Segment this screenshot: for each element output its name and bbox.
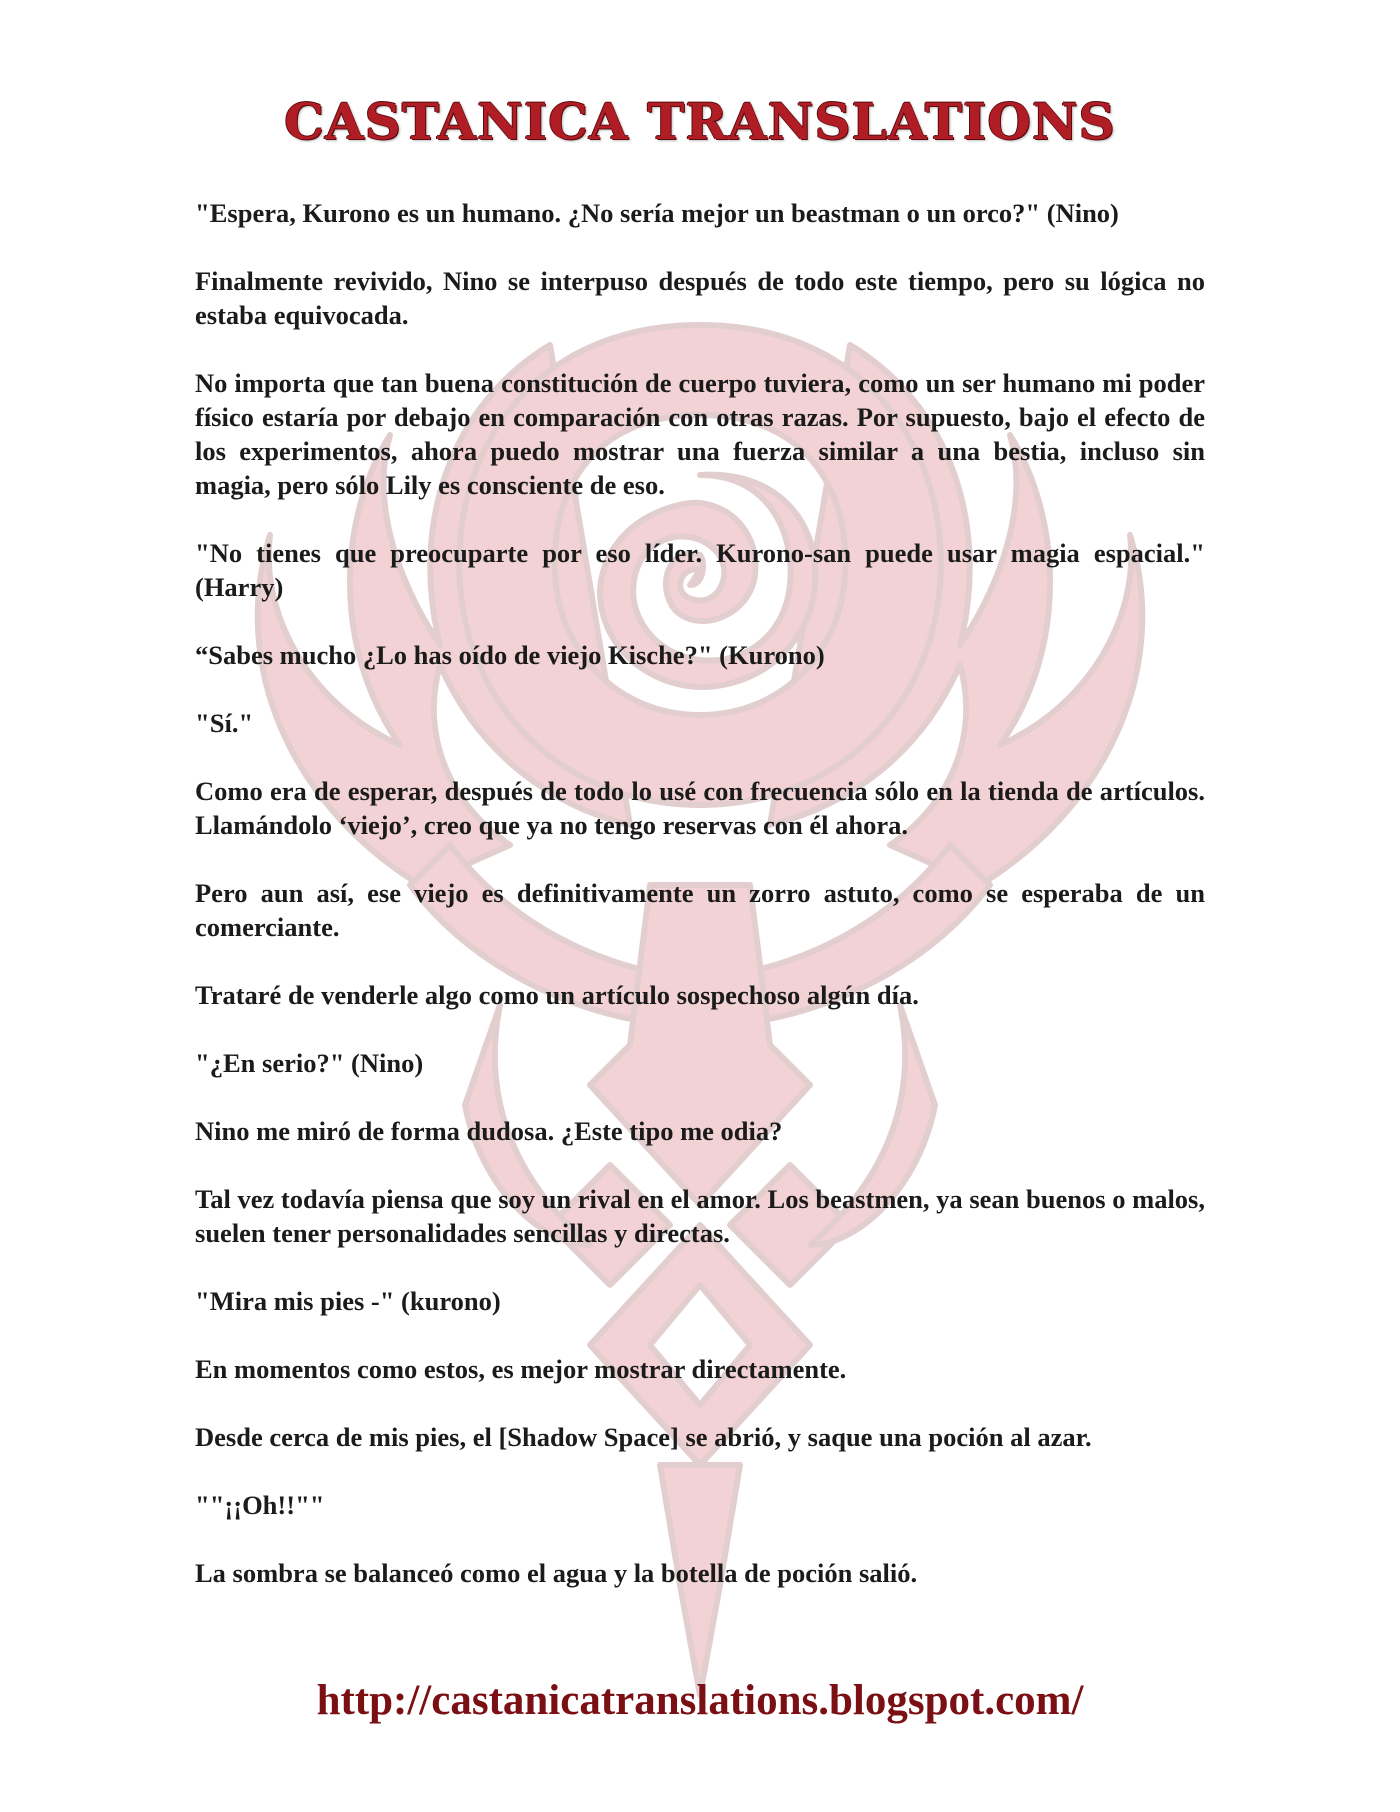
paragraph: Como era de esperar, después de todo lo usé con frecuencia sólo en la tienda de artículos. Llamándolo ‘viejo’, creo que ya no tengo reservas con él ahora. [195,776,1205,840]
paragraph: Pero aun así, ese viejo es definitivamente un zorro astuto, como se esperaba de un comerciante. [195,878,1205,942]
paragraph: “Sabes mucho ¿Lo has oído de viejo Kische?" (Kurono) [195,640,825,670]
paragraph: Desde cerca de mis pies, el [Shadow Space] se abrió, y saque una poción al azar. [195,1422,1092,1452]
paragraph: Finalmente revivido, Nino se interpuso después de todo este tiempo, pero su lógica no estaba equivocada. [195,266,1205,330]
page-title: CASTANICA TRANSLATIONS [284,92,1116,151]
paragraph: "Espera, Kurono es un humano. ¿No sería mejor un beastman o un orco?" (Nino) [195,198,1119,228]
footer-link[interactable]: http://castanicatranslations.blogspot.com/ [316,1677,1084,1724]
paragraph: Nino me miró de forma dudosa. ¿Este tipo me odia? [195,1116,783,1146]
paragraph: Trataré de venderle algo como un artículo sospechoso algún día. [195,980,919,1010]
paragraph: "¿En serio?" (Nino) [195,1048,424,1078]
paragraph: No importa que tan buena constitución de cuerpo tuviera, como un ser humano mi poder físico estaría por debajo en comparación con otras razas. Por supuesto, bajo el efecto de los experimentos, ahora puedo mostrar una fuerza similar a una bestia, incluso sin magia, pero sólo Lily es consciente de eso. [195,368,1205,500]
paragraph: "Mira mis pies -" (kurono) [195,1286,501,1316]
paragraph: "No tienes que preocuparte por eso líder. Kurono-san puede usar magia espacial." (Harry) [195,538,1205,602]
paragraph: "Sí." [195,708,254,738]
paragraph: ""¡¡Oh!!"" [195,1490,325,1520]
chapter-text [195,196,1205,1624]
paragraph: La sombra se balanceó como el agua y la botella de poción salió. [195,1558,918,1588]
paragraph: Tal vez todavía piensa que soy un rival en el amor. Los beastmen, ya sean buenos o malos, suelen tener personalidades sencillas y directas. [195,1184,1205,1248]
paragraph: En momentos como estos, es mejor mostrar directamente. [195,1354,847,1384]
